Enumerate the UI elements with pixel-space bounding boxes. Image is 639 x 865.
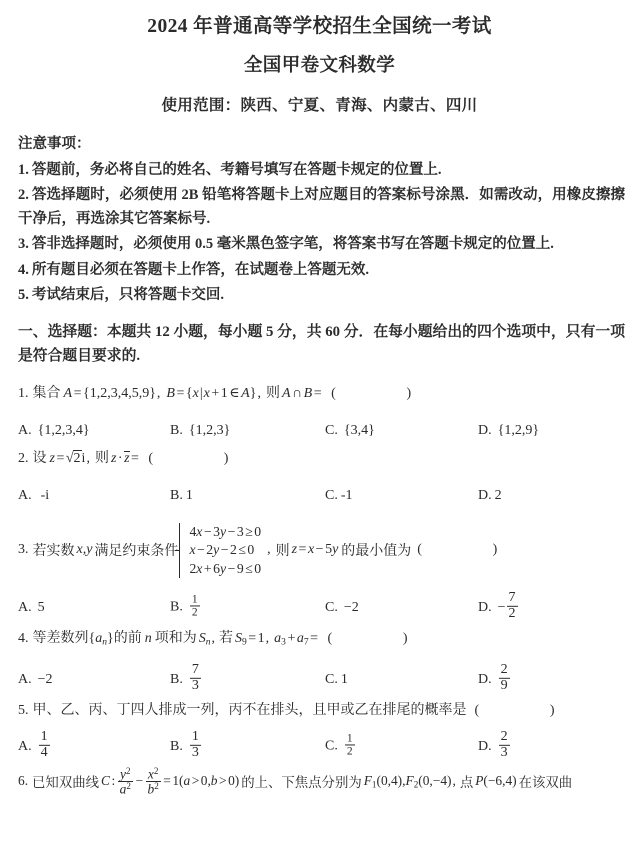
focus-2: F2(0,−4) [405,773,452,790]
fraction-denominator: 2 [191,606,198,619]
hyperbola-term-y: $\frac{y^2}{a^2}$ [119,765,131,797]
notice-item [18,184,625,231]
notice-number: 2. [18,187,29,204]
notice-number: 3. [18,236,29,253]
stem-if: 若 [219,631,233,647]
notice-text: 考试结束后，只将答题卡交回. [31,287,224,304]
system-line: 4x − 3y − 3 ≥ 0 [189,524,262,540]
stem-text: 等差数列 [32,631,89,647]
choice-text: 1 [185,488,193,504]
choice-label: C. [325,488,338,504]
stem-text: 甲、乙、丙、丁四人排成一列，丙不在排头，且甲或乙在排尾的概率是 [32,702,467,718]
choice-label: A. [18,488,32,504]
question-number: 4. [18,631,29,647]
choice-c[interactable] [325,734,356,759]
choice-text: {1,2,3} [188,423,231,439]
notice-number: 5. [18,287,29,304]
set-a-expression: A = {1,2,3,4,5,9} [63,386,156,402]
fraction-numerator: 2 [500,728,508,744]
question-6 [0,767,639,797]
choice-label: A. [18,599,32,615]
choice-text: {3,4} [343,423,375,439]
choice-text: −2 [37,671,53,687]
stem-text: 集合 [32,386,61,402]
focus-1: F1(0,4) [363,773,403,790]
fraction-denominator: 3 [191,744,199,760]
choice-text: 1 [340,671,348,687]
question-1-stem: 1. 集合 A = {1,2,3,4,5,9} , B = {x|x + 1 ∈ A} , 则 A ∩ B = ( ) [18,383,627,404]
choice-fraction [39,730,50,760]
stem-mid: 的前 [113,631,142,647]
choice-label: D. [478,488,492,504]
choice-a[interactable] [18,728,51,761]
question-1 [0,383,639,404]
choice-a[interactable] [18,488,49,504]
stem-mid: 的上、下焦点分别为 [241,774,362,790]
fraction-denominator: 3 [500,744,508,760]
stem-text: 若实数 [32,544,75,560]
choice-b[interactable] [170,423,230,439]
stem-then: 则 [94,451,109,467]
choice-a[interactable] [18,672,53,688]
fraction-numerator: 1 [346,732,353,745]
question-4 [0,628,639,650]
notice-number: 4. [18,261,29,278]
system-line: 2x + 6y − 9 ≤ 0 [189,560,262,576]
notice-text: 答题前，务必将自己的姓名、考籍号填写在答题卡规定的位置上. [31,161,442,178]
choice-fraction [499,663,510,693]
choice-label: B. [170,599,183,615]
choice-d[interactable] [478,728,511,761]
question-5 [0,700,639,721]
choice-label: B. [170,423,183,439]
stem-tail: 在该双曲 [518,774,573,790]
fraction-numerator: 7 [508,589,516,605]
terms-expression: a3 + a7 = [274,630,319,648]
intersection-expression: A ∩ B = [281,386,322,402]
choice-b[interactable] [170,661,202,694]
fraction-denominator: 2 [346,745,353,758]
z-product-expression: z · z = [110,451,139,467]
choice-fraction [345,733,355,758]
stem-end: 的最小值为 [341,544,412,560]
objective-function: z = x − 5y [291,542,339,558]
choice-label: C. [325,423,338,439]
question-number: 3. [18,542,29,558]
section-heading: 一、选择题：本题共 12 小题，每小题 5 分，共 60 分．在每小题给出的四个选项中，只有一项是符合题目要求的. [18,323,625,365]
fraction-denominator: 4 [40,744,48,760]
constraint-system [179,523,261,577]
hyperbola-equality: = 1(a > 0,b > 0) [163,773,240,789]
variables: x,y [76,542,93,558]
choice-label: C. [325,671,338,687]
notices-heading: 注意事项： [18,136,91,153]
choice-label: A. [18,423,32,439]
set-b-expression: B = {x|x + 1 ∈ A} [166,386,257,402]
question-4-stem: 4. 等差数列 $\{a_n\}$ 的前 n 项和为 $S_n$ , 若 S9 = 1 , a3 + a7 = ( ) [18,628,627,650]
choice-label: D. [478,423,492,439]
choice-d[interactable] [478,589,519,622]
stem-text: 已知双曲线 [32,774,99,790]
choice-b[interactable] [170,595,201,620]
choice-label: B. [170,671,183,687]
subject-title: 全国甲卷文科数学 [243,56,396,77]
notice-text: 答非选择题时，必须使用 0.5 毫米黑色签字笔，将答案书写在答题卡规定的位置上. [31,236,554,253]
notice-item [18,284,625,307]
choice-fraction [499,730,510,760]
sum-condition: S9 = 1 [235,630,265,648]
notice-item [18,159,625,182]
choice-fraction [190,663,201,693]
scope-line: 使用范围：陕西、宁夏、青海、内蒙古、四川 [161,97,478,114]
question-2-stem: 2. 设 z = √2i , 则 z · z = ( ) [18,448,627,469]
choice-c[interactable] [325,600,359,616]
system-brace [179,523,187,577]
choice-text: {1,2,9} [497,423,540,439]
hyperbola-term-x: $\frac{x^2}{b^2}$ [147,765,159,797]
choice-label: C. [325,738,338,754]
choice-label: D. [478,738,492,754]
choice-label: A. [18,738,32,754]
notice-text: 答选择题时，必须使用 2B 铅笔将答题卡上对应题目的答案标号涂黑．如需改动，用橡皮擦擦干净后，再选涂其它答案标号. [18,187,625,227]
question-2-choices [0,479,639,513]
n-variable: n [144,631,152,647]
choice-d[interactable] [478,661,511,694]
notice-text: 所有题目必须在答题卡上作答，在试题卷上答题无效. [31,261,369,278]
question-5-choices [0,727,639,767]
choice-text: -i [40,488,50,504]
question-5-stem [18,700,627,721]
choice-fraction [190,730,201,760]
fraction-numerator: 7 [191,661,199,677]
stem-text: 设 [32,451,47,467]
question-3-stem: 3. 若实数 x,y 满足约束条件 4x − 3y − 3 ≥ 0 x − 2y − 2 ≤ 0 2x + 6y − 9 ≤ 0 , 则 z = x − 5y 的最小值为 ( ) [18,523,627,577]
choice-fraction [507,591,518,621]
answer-paren: ( ) [327,631,442,647]
sequence-notation: $\{a_n\}$ [88,630,114,648]
question-number: 1. [18,386,29,402]
choice-d[interactable] [478,488,502,504]
choice-label: A. [18,671,32,687]
choice-c[interactable] [325,488,353,504]
answer-paren: ( ) [148,451,263,467]
question-2 [0,448,639,469]
choice-label: B. [170,738,183,754]
question-3 [0,523,639,577]
choice-text: −2 [343,599,359,615]
question-6-stem: 6. 已知双曲线 C : $\frac{y^2}{a^2}$ − $\frac{x^2}{b^2}$ = 1(a > 0,b > 0) 的上、下焦点分别为 F1(0,4) , F2(0,−4) , 点 P(−6,4) 在该双曲 [18,765,573,797]
question-3-choices [0,588,639,628]
answer-paren: ( ) [417,542,531,558]
choice-a[interactable] [18,423,90,439]
fraction-numerator: 1 [40,728,48,744]
stem-then: 则 [265,386,280,402]
choice-text: 5 [37,599,45,615]
notice-item [18,233,625,256]
fraction-numerator: 2 [500,661,508,677]
choice-a[interactable] [18,600,45,616]
choice-fraction [190,594,200,619]
z-definition: z = √2i [49,451,86,467]
choice-b[interactable] [170,728,202,761]
choice-d[interactable] [478,423,539,439]
answer-paren: ( ) [474,702,589,718]
stem-mid: 满足约束条件 [94,544,179,560]
notices-block [0,133,639,307]
choice-text: {1,2,3,4} [37,423,90,439]
fraction-numerator: 1 [191,593,198,606]
choice-text: 2 [494,488,502,504]
question-number: 6. [18,773,29,789]
choice-label: D. [478,671,492,687]
exam-page [0,12,639,865]
fraction-numerator: 1 [191,728,199,744]
stem-then: 则 [275,544,290,560]
choice-c[interactable] [325,672,348,688]
question-4-choices [0,660,639,700]
question-number: 2. [18,451,29,467]
curve-label: C : [101,773,116,789]
notice-item [18,259,625,282]
fraction-denominator: 9 [500,677,508,693]
choice-label: B. [170,488,183,504]
fraction-denominator: 2 [508,605,516,621]
fraction-denominator: 3 [191,677,199,693]
question-number: 5. [18,702,29,718]
choice-text: -1 [340,488,353,504]
sum-notation: $S_n$ [198,630,211,648]
question-1-choices [0,414,639,448]
choice-b[interactable] [170,488,193,504]
choice-label: C. [325,599,338,615]
choice-c[interactable] [325,423,375,439]
system-line: x − 2y − 2 ≤ 0 [189,542,255,558]
choice-label: D. [478,599,492,615]
point-p: P(−6,4) [475,773,517,789]
choice-negative-sign: − [497,599,506,615]
page-title: 2024 年普通高等学校招生全国统一考试 [147,16,492,37]
stem-point-label: 点 [459,774,474,790]
notice-number: 1. [18,161,29,178]
answer-paren: ( ) [331,386,445,402]
stem-mid2: 项和为 [154,631,197,647]
